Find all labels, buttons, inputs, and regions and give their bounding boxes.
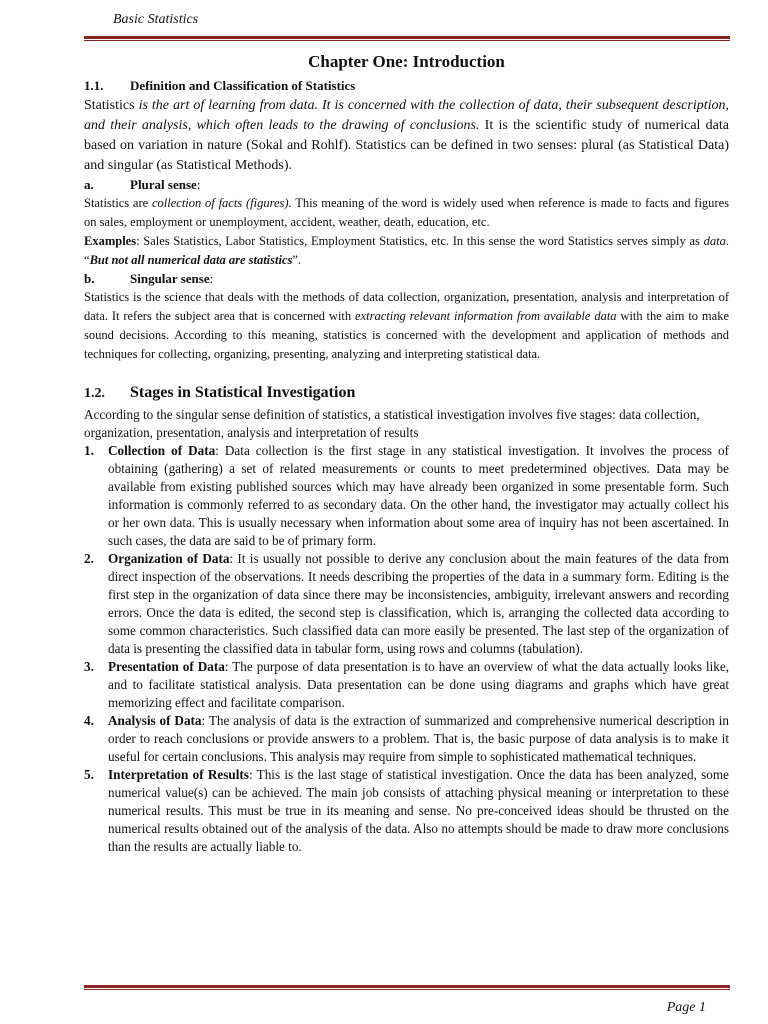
- examples-data: data: [703, 234, 726, 248]
- singular-text-1: Statistics is the science that deals with the methods of data collection, organization, presentation, analysis and interpretation of data. It refers the subject area that is concerned with: [84, 290, 729, 323]
- list-number: 1.: [84, 443, 94, 458]
- examples-quote: But not all numerical data are statistics: [89, 253, 293, 267]
- section-heading-1-1: [84, 78, 729, 94]
- stages-intro: According to the singular sense definition of statistics, a statistical investigation involves five stages: data collection, organization, presentation, analysis and interpretation of results: [84, 407, 700, 440]
- plural-text-3: This meaning of the word is widely used when reference is made to facts and figures on sales, employment or unemployment, accident, weather, death, education, etc.: [84, 196, 730, 229]
- list-item: [84, 550, 729, 658]
- definition-paragraph: [84, 96, 729, 176]
- section-heading-1-2: [84, 384, 729, 402]
- list-number: 3.: [84, 659, 94, 674]
- stage-title: Organization of Data: [108, 551, 230, 566]
- section-title: Definition and Classification of Statistics: [130, 78, 356, 93]
- plural-paragraph: [84, 194, 729, 232]
- list-item: [84, 712, 729, 766]
- section-title: Stages in Statistical Investigation: [130, 384, 356, 401]
- list-item: [84, 658, 729, 712]
- stage-text: : Data collection is the first stage in any statistical investigation. It involves the process of obtaining (gathering) a set of related measurements or counts to meet predetermined objectives. Data may be available from existing published sources which may have already been organized in some presentable form. Such information is commonly referred to as secondary data. On the other hand, the investigator may actually collect his or her own data. This is usually necessary when information about some area of inquiry has not been ascertained. In such cases, the data are said to be of primary form.: [108, 443, 729, 548]
- page-body: [84, 52, 729, 856]
- header-rule: [84, 36, 730, 41]
- section-number: 1.2.: [84, 386, 105, 401]
- sub-title: Plural sense: [130, 177, 197, 192]
- stage-title: Collection of Data: [108, 443, 216, 458]
- plural-text-2: collection of facts (figures).: [151, 196, 292, 210]
- stages-list: [84, 442, 729, 856]
- singular-paragraph: [84, 288, 729, 364]
- footer-rule: [84, 985, 730, 990]
- intro-text-a: Statistics: [84, 98, 139, 113]
- list-number: 5.: [84, 767, 94, 782]
- subheading-singular: [84, 271, 729, 287]
- colon: :: [209, 271, 214, 286]
- stage-text: : The analysis of data is the extraction of summarized and comprehensive numerical description in order to reach conclusions or provide answers to a problem. That is, the basic purpose of data analysis is to make it useful for certain conclusions. This analysis may require from simple to sophisticated mathematical techniques.: [108, 713, 729, 764]
- chapter-title: Chapter One: Introduction: [308, 52, 505, 71]
- intro-text-b: is the art of learning from data. It is concerned with the collection of data, their subsequent description, and their analysis, which often leads to the drawing of conclusions.: [84, 98, 729, 133]
- list-item: [84, 766, 729, 856]
- page-number: Page 1: [666, 1000, 706, 1015]
- subheading-plural: [84, 177, 729, 193]
- examples-label: Examples: [84, 234, 137, 248]
- section-number: 1.1.: [84, 78, 104, 93]
- examples-text: : Sales Statistics, Labor Statistics, Employment Statistics, etc. In this sense the word Statistics serves simply as: [136, 234, 704, 248]
- plural-text-1: Statistics are: [84, 196, 152, 210]
- stage-text: : The purpose of data presentation is to have an overview of what the data actually looks like, and to facilitate statistical analysis. Data presentation can be done using diagrams and graphs which have great memorizing effect and facilitate comparison.: [108, 659, 729, 710]
- singular-text-2: extracting relevant information from available data: [355, 309, 617, 323]
- list-item: [84, 442, 729, 550]
- singular-text-3: with the aim to make sound decisions. According to this meaning, statistics is concerned with the development and application of methods and techniques for collecting, organizing, presenting, analyzing and interpreting statistical data.: [84, 309, 730, 361]
- examples-end: ”.: [292, 253, 302, 267]
- stage-text: : This is the last stage of statistical investigation. Once the data has been analyzed, some numerical value(s) can be achieved. The main job consists of attaching physical meaning or interpretation to these numerical results. This must be true in its meaning and sense. No pre-conceived ideas should be thrusted on the numerical results obtained out of the analysis of the data. Also no attempts should be made to draw more conclusions than the results are actually liable to.: [108, 767, 729, 854]
- examples-mid: . “: [84, 234, 729, 267]
- stage-title: Interpretation of Results: [108, 767, 249, 782]
- intro-text-c: It is the scientific study of numerical data based on variation in nature (Sokal and Rohlf). Statistics can be defined in two senses: plural (as Statistical Data) and singular (as Statistical Methods).: [84, 118, 729, 173]
- stage-text: : It is usually not possible to derive any conclusion about the main features of the data from direct inspection of the observations. It needs describing the properties of the data in a summary form. Editing is the first step in the organization of data since there may be inconsistencies, ambiguity, irrelevant answers and recording errors. Once the data is edited, the second step is classification, which is, arranging the collected data according to some common characteristics. Such classified data can more easily be presented. The last step of the organization of data is presenting the classified data in tabular form, using rows and columns (tabulation).: [108, 551, 729, 656]
- stage-title: Analysis of Data: [108, 713, 202, 728]
- running-header: Basic Statistics: [113, 12, 199, 27]
- colon: :: [196, 177, 201, 192]
- sub-number: b.: [84, 271, 95, 286]
- sub-number: a.: [84, 177, 94, 192]
- sub-title: Singular sense: [130, 271, 210, 286]
- examples-paragraph: [84, 232, 729, 270]
- stage-title: Presentation of Data: [108, 659, 225, 674]
- list-number: 4.: [84, 713, 94, 728]
- list-number: 2.: [84, 551, 94, 566]
